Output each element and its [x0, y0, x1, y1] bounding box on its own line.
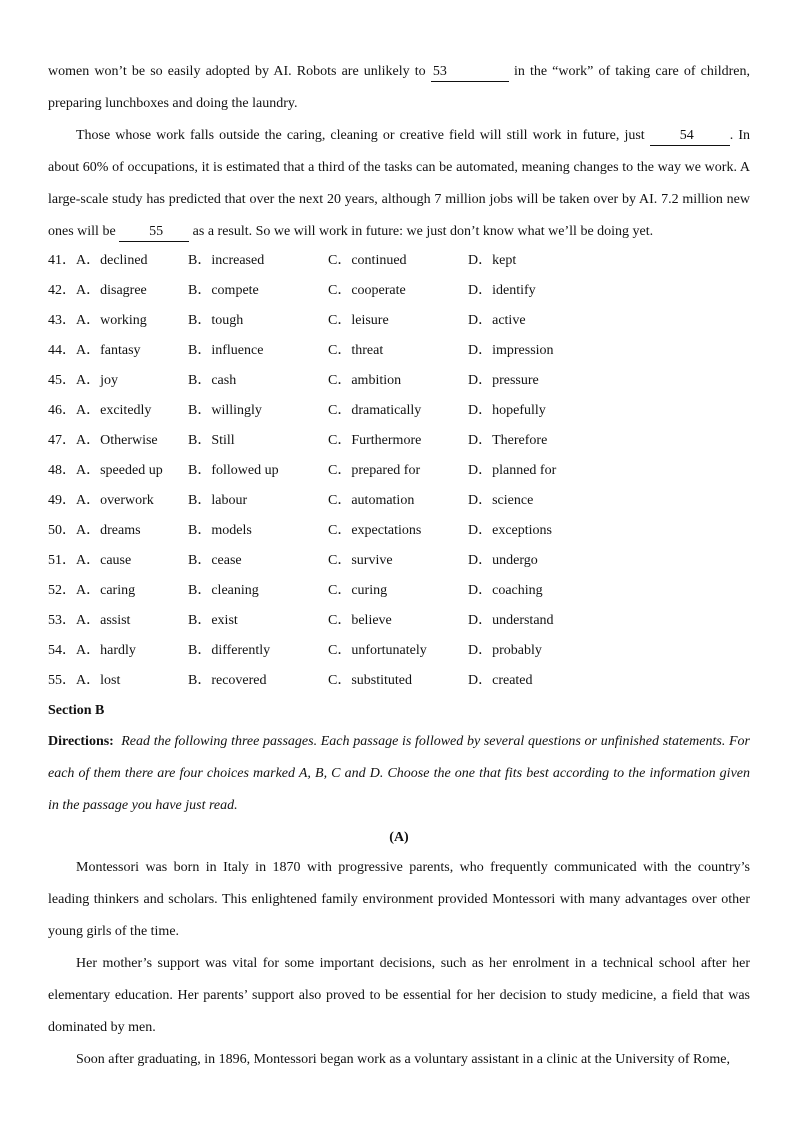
- options-row: [48, 306, 750, 336]
- option-c: C．threat: [328, 343, 384, 358]
- options-row: [48, 336, 750, 366]
- option-d: D．probably: [468, 643, 542, 658]
- option-a: 50．A．dreams: [48, 523, 141, 538]
- option-c: C．expectations: [328, 523, 422, 538]
- option-b: B．compete: [188, 283, 259, 298]
- option-d: D．impression: [468, 343, 554, 358]
- passage-a-paragraph-3: Soon after graduating, in 1896, Montessori began work as a voluntary assistant in a clinic at the University of Rome,: [76, 1052, 730, 1067]
- passage-a-paragraph-2: Her mother’s support was vital for some important decisions, such as her enrolment in a technical school after her elementary education. Her parents’ support also proved to be essential for her decision to study medicine, a field that was dominated by men.: [48, 956, 750, 1035]
- option-a: 44．A．fantasy: [48, 343, 141, 358]
- option-b: B．labour: [188, 493, 248, 508]
- option-b: B．cash: [188, 373, 237, 388]
- blank-54: 54: [650, 127, 730, 146]
- option-c: C．ambition: [328, 373, 402, 388]
- options-row: [48, 606, 750, 636]
- option-b: B．tough: [188, 313, 244, 328]
- option-c: C．substituted: [328, 673, 413, 688]
- page: [48, 56, 750, 1076]
- option-b: B．Still: [188, 433, 235, 448]
- option-d: D．Therefore: [468, 433, 548, 448]
- option-d: D．understand: [468, 613, 554, 628]
- option-d: D．coaching: [468, 583, 543, 598]
- blank-53: 53: [431, 63, 509, 82]
- options-row: [48, 246, 750, 276]
- passage-a-heading: (A): [389, 830, 409, 845]
- options-row: [48, 516, 750, 546]
- option-d: D．kept: [468, 253, 517, 268]
- option-d: D．science: [468, 493, 534, 508]
- option-c: C．prepared for: [328, 463, 421, 478]
- option-a: 52．A．caring: [48, 583, 136, 598]
- option-b: B．cleaning: [188, 583, 259, 598]
- intro-paragraph-2: [48, 120, 750, 248]
- options-row: [48, 276, 750, 306]
- option-a: 51．A．cause: [48, 553, 132, 568]
- option-b: B．recovered: [188, 673, 267, 688]
- option-d: D．exceptions: [468, 523, 552, 538]
- option-b: B．willingly: [188, 403, 262, 418]
- directions-label: Directions:: [48, 734, 114, 749]
- option-d: D．identify: [468, 283, 536, 298]
- option-b: B．increased: [188, 253, 265, 268]
- option-d: D．active: [468, 313, 526, 328]
- option-a: 48．A．speeded up: [48, 463, 163, 478]
- options-row: [48, 636, 750, 666]
- option-a: 54．A．hardly: [48, 643, 136, 658]
- option-c: C．curing: [328, 583, 388, 598]
- options-row: [48, 366, 750, 396]
- intro-text: in the “work” of taking care of children, preparing lunchboxes and doing the laundry.: [48, 64, 751, 111]
- intro-text: Those whose work falls outside the caring, cleaning or creative field will still work in future, just: [76, 128, 650, 143]
- option-a: 45．A．joy: [48, 373, 118, 388]
- option-a: 46．A．excitedly: [48, 403, 152, 418]
- option-a: 53．A．assist: [48, 613, 131, 628]
- option-d: D．undergo: [468, 553, 538, 568]
- options-row: [48, 426, 750, 456]
- option-b: B．cease: [188, 553, 242, 568]
- option-c: C．Furthermore: [328, 433, 422, 448]
- section-b-title: Section B: [48, 703, 105, 718]
- options-row: [48, 396, 750, 426]
- option-c: C．leisure: [328, 313, 389, 328]
- option-a: 42．A．disagree: [48, 283, 147, 298]
- blank-55: 55: [119, 223, 189, 242]
- option-a: 47．A．Otherwise: [48, 433, 158, 448]
- passage-a-paragraph-1: Montessori was born in Italy in 1870 with progressive parents, who frequently communicated with the country’s leading thinkers and scholars. This enlightened family environment provided Montessori with many advantages over other young girls of the time.: [48, 860, 750, 939]
- options-row: [48, 546, 750, 576]
- option-b: B．influence: [188, 343, 264, 358]
- options-row: [48, 666, 750, 696]
- option-d: D．created: [468, 673, 533, 688]
- option-a: 55．A．lost: [48, 673, 121, 688]
- option-b: B．followed up: [188, 463, 279, 478]
- options-row: [48, 576, 750, 606]
- intro-text: . In about 60% of occupations, it is estimated that a third of the tasks can be automated, meaning changes to the way we work. A large-scale study has predicted that over the next 20 years, although 7 million jobs will be taken over by AI. 7.2 million new ones will be: [48, 128, 750, 239]
- option-a: 49．A．overwork: [48, 493, 154, 508]
- options-list: [48, 246, 750, 696]
- option-c: C．believe: [328, 613, 392, 628]
- option-c: C．survive: [328, 553, 393, 568]
- intro-text: women won’t be so easily adopted by AI. Robots are unlikely to: [48, 64, 431, 79]
- option-b: B．models: [188, 523, 252, 538]
- option-c: C．unfortunately: [328, 643, 427, 658]
- option-c: C．automation: [328, 493, 415, 508]
- option-d: D．planned for: [468, 463, 557, 478]
- directions-text: Read the following three passages. Each passage is followed by several questions or unfinished statements. For each of them there are four choices marked A, B, C and D. Choose the one that fits best according to the information given in the passage you have just read.: [48, 734, 751, 813]
- directions: [48, 726, 750, 822]
- option-a: 43．A．working: [48, 313, 147, 328]
- option-c: C．continued: [328, 253, 407, 268]
- intro-text: as a result. So we will work in future: we just don’t know what we’ll be doing yet.: [189, 224, 654, 239]
- option-c: C．cooperate: [328, 283, 406, 298]
- option-d: D．pressure: [468, 373, 539, 388]
- option-b: B．differently: [188, 643, 271, 658]
- options-row: [48, 486, 750, 516]
- option-d: D．hopefully: [468, 403, 546, 418]
- option-a: 41．A．declined: [48, 253, 148, 268]
- options-row: [48, 456, 750, 486]
- option-b: B．exist: [188, 613, 238, 628]
- intro-paragraph-1: [48, 56, 750, 120]
- option-c: C．dramatically: [328, 403, 422, 418]
